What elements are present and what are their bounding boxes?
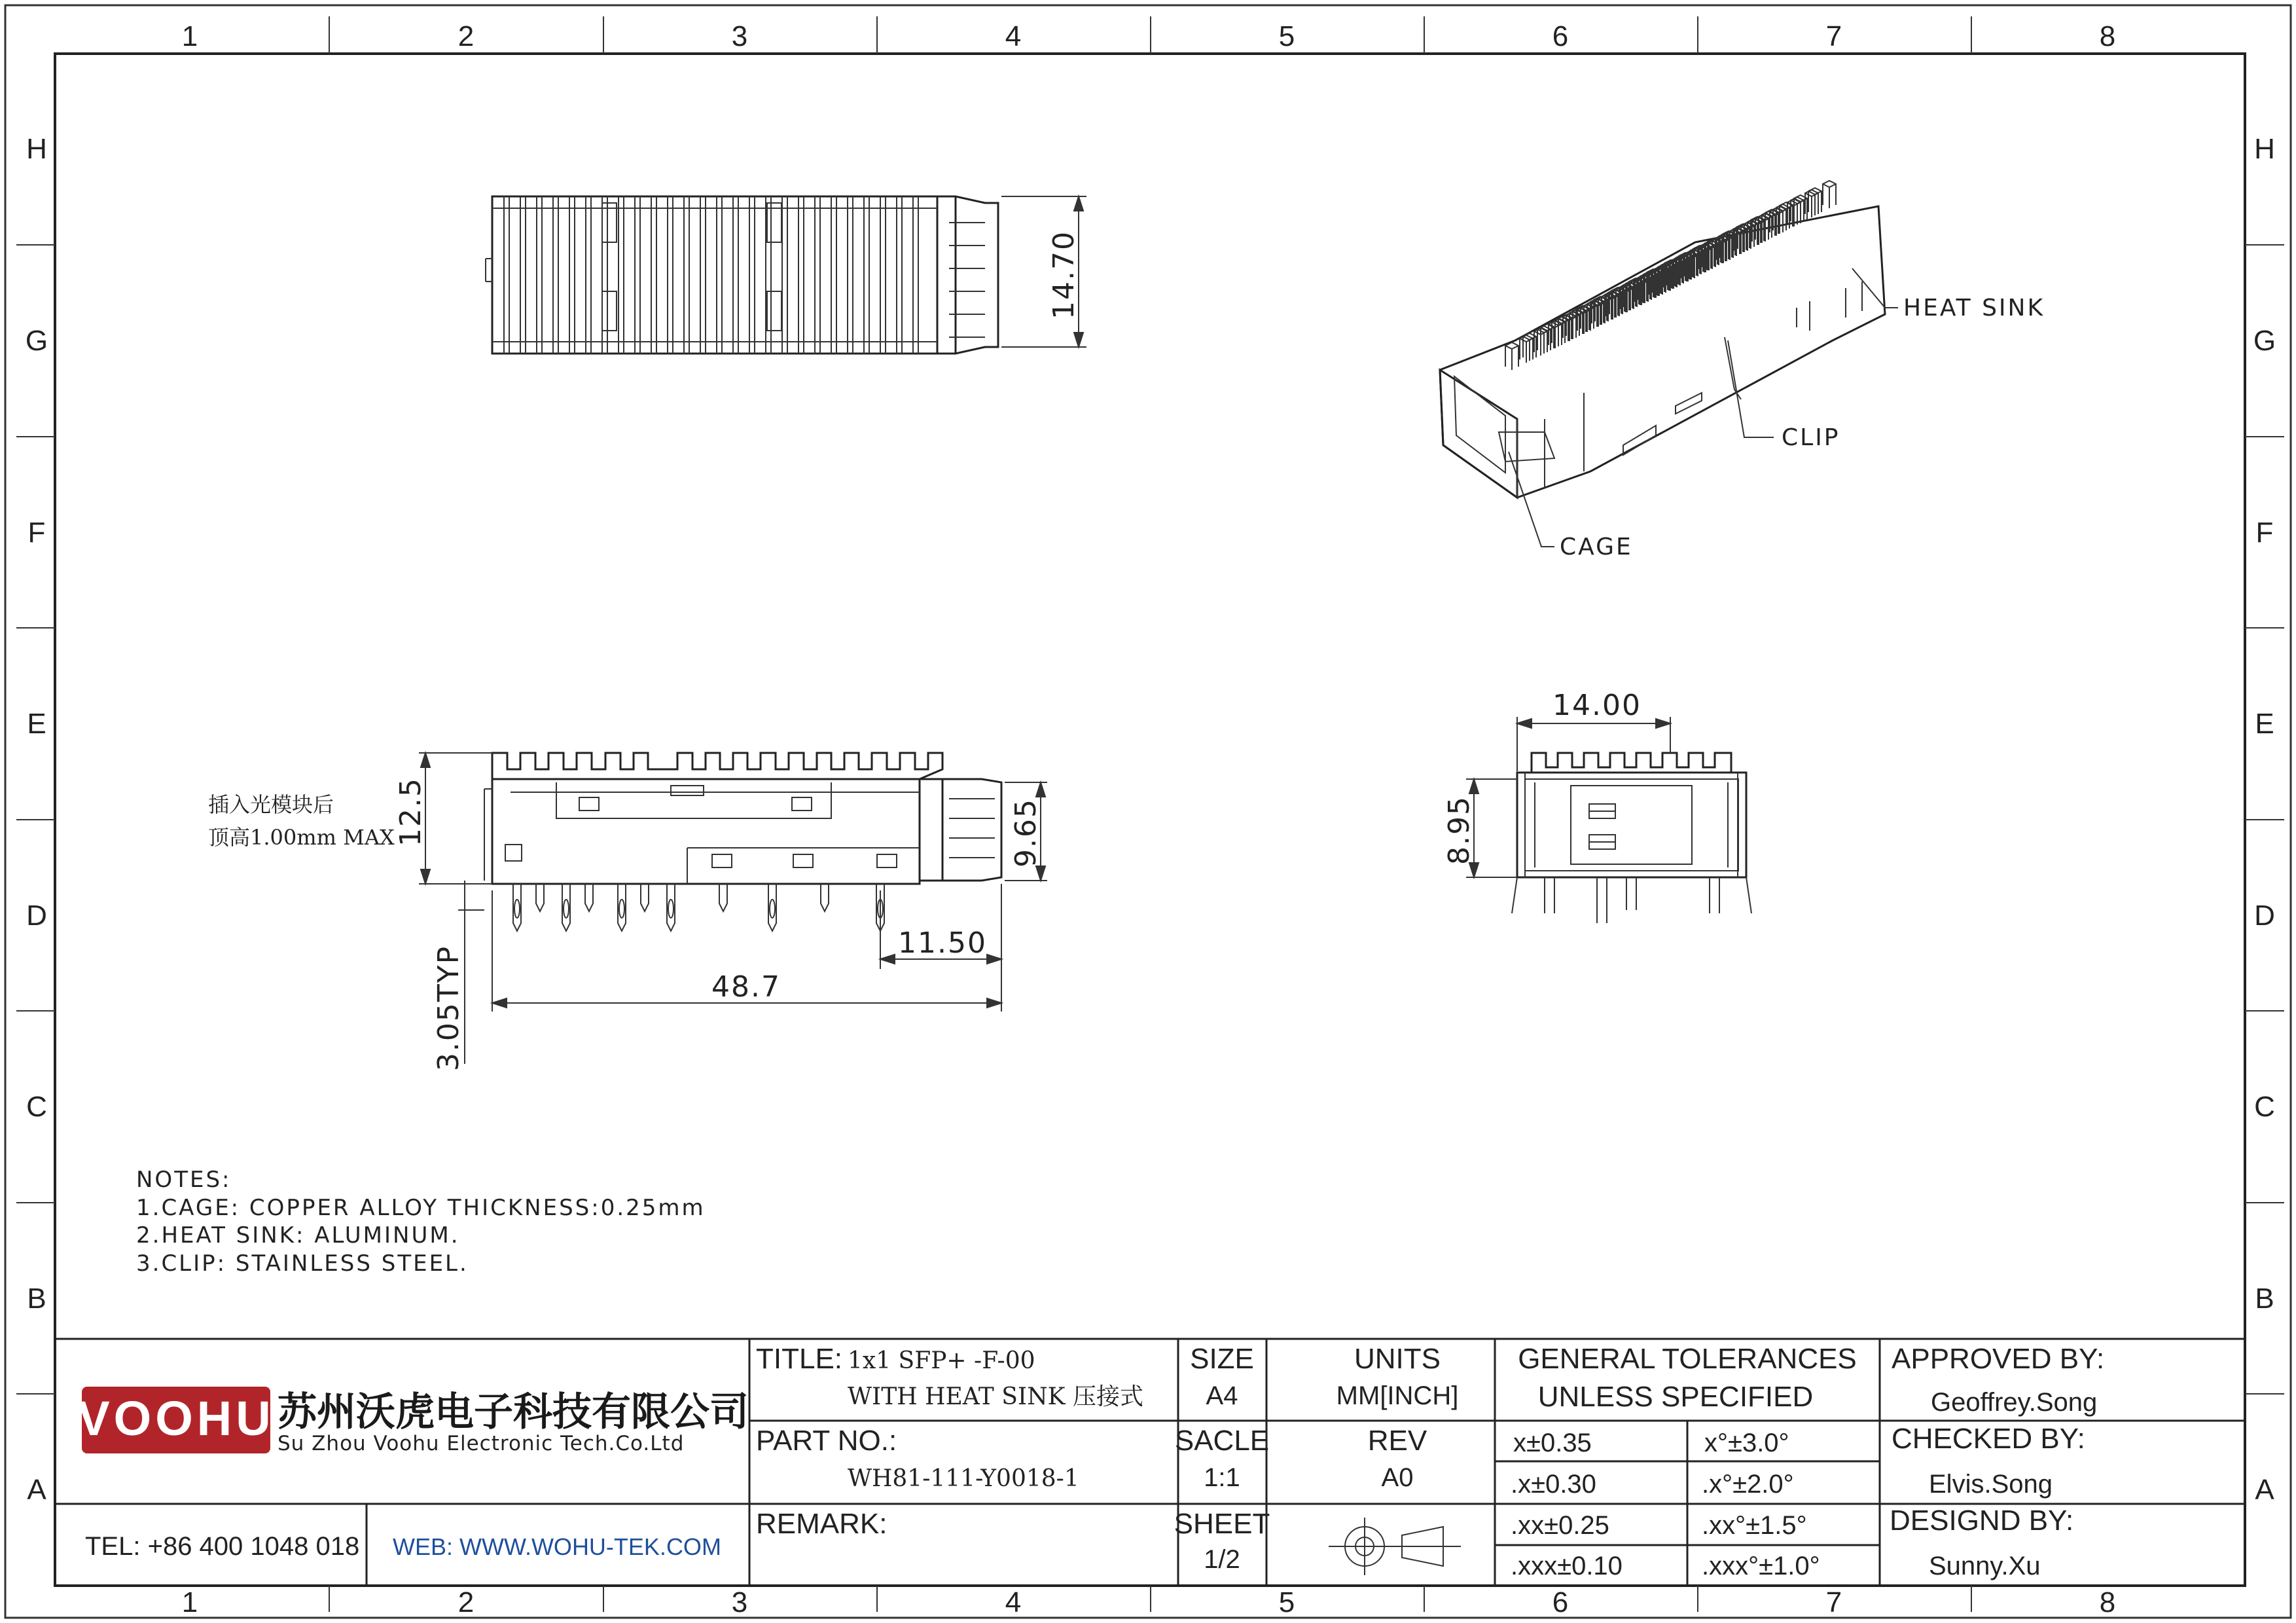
zone-col-5-bottom: 5 <box>1278 1586 1295 1618</box>
remark-label: REMARK: <box>756 1508 888 1540</box>
zone-row-c-left: C <box>26 1091 47 1123</box>
sheet-label: SHEET <box>1174 1508 1270 1540</box>
tolerance-angular-3: .xx°±1.5° <box>1702 1511 1807 1540</box>
title-block <box>55 1339 2245 1586</box>
zone-row-e-right: E <box>2255 708 2274 740</box>
company-name-en: Su Zhou Voohu Electronic Tech.Co.Ltd <box>278 1432 685 1455</box>
zone-row-a-right: A <box>2255 1474 2274 1506</box>
zone-row-f-left: F <box>27 517 46 549</box>
dim-overall-length: 48.7 <box>711 970 781 1004</box>
side-view-pins <box>513 884 884 931</box>
zone-row-a-left: A <box>27 1474 46 1506</box>
units-label: UNITS <box>1354 1343 1441 1375</box>
note-3: 3.CLIP: STAINLESS STEEL. <box>136 1250 469 1277</box>
top-view <box>486 196 1086 354</box>
isometric-view <box>1440 181 2045 560</box>
zone-col-8-bottom: 8 <box>2099 1586 2116 1618</box>
projection-symbol-icon <box>1329 1518 1461 1575</box>
tolerance-linear-2: .x±0.30 <box>1511 1470 1596 1499</box>
zone-row-d-right: D <box>2254 900 2275 932</box>
tolerance-angular-1: x°±3.0° <box>1704 1429 1789 1457</box>
notes <box>136 1167 706 1277</box>
dim-stop: 11.50 <box>898 926 987 960</box>
zone-col-2-top: 2 <box>457 20 475 52</box>
isometric-fins <box>1505 181 1836 370</box>
zone-row-h-right: H <box>2254 133 2275 165</box>
zone-row-e-left: E <box>27 708 46 740</box>
zone-col-2-bottom: 2 <box>457 1586 475 1618</box>
dim-pin-length: 3.05TYP <box>432 945 465 1072</box>
scale-value: 1:1 <box>1204 1463 1240 1492</box>
contact-tel: TEL: +86 400 1048 018 <box>85 1532 360 1561</box>
tolerance-heading-1: GENERAL TOLERANCES <box>1518 1343 1857 1375</box>
drawing-frame <box>5 5 2291 1618</box>
zone-col-6-top: 6 <box>1552 20 1569 52</box>
part-no-label: PART NO.: <box>756 1425 897 1457</box>
checked-label: CHECKED BY: <box>1892 1423 2085 1455</box>
note-1: 1.CAGE: COPPER ALLOY THICKNESS:0.25mm <box>136 1195 706 1221</box>
zone-col-1-bottom: 1 <box>181 1586 198 1618</box>
approved-label: APPROVED BY: <box>1892 1343 2105 1375</box>
zone-col-8-top: 8 <box>2099 20 2116 52</box>
title-label: TITLE: <box>756 1343 843 1375</box>
designed-label: DESIGND BY: <box>1890 1504 2074 1537</box>
zone-col-4-bottom: 4 <box>1005 1586 1022 1618</box>
tolerance-angular-2: .x°±2.0° <box>1702 1470 1794 1499</box>
side-view <box>208 753 1047 1071</box>
tolerance-heading-2: UNLESS SPECIFIED <box>1537 1381 1814 1413</box>
dim-side-right-height: 9.65 <box>1009 798 1043 867</box>
dim-front-width: 14.00 <box>1552 689 1641 722</box>
size-label: SIZE <box>1190 1343 1254 1375</box>
title-line-1: 1x1 SFP+ -F-00 <box>848 1347 1035 1374</box>
scale-label: SACLE <box>1174 1425 1270 1457</box>
zone-col-4-top: 4 <box>1005 20 1022 52</box>
front-view <box>1443 689 1751 923</box>
units-value: MM[INCH] <box>1336 1381 1459 1410</box>
top-view-fins <box>492 196 937 354</box>
zone-row-d-left: D <box>26 900 47 932</box>
notes-heading: NOTES: <box>136 1167 232 1193</box>
part-no-value: WH81-111-Y0018-1 <box>848 1465 1079 1492</box>
tolerance-linear-4: .xxx±0.10 <box>1511 1552 1623 1580</box>
zone-col-3-bottom: 3 <box>731 1586 748 1618</box>
dim-top-width: 14.70 <box>1047 230 1081 319</box>
side-annotation-line-2: 顶高1.00mm MAX <box>208 825 395 850</box>
zone-row-h-left: H <box>26 133 47 165</box>
zone-row-b-right: B <box>2255 1283 2274 1315</box>
zone-row-b-left: B <box>27 1283 46 1315</box>
tolerance-linear-1: x±0.35 <box>1513 1429 1592 1457</box>
zone-col-5-top: 5 <box>1278 20 1295 52</box>
zone-row-c-right: C <box>2254 1091 2275 1123</box>
size-value: A4 <box>1206 1381 1238 1410</box>
zone-row-g-right: G <box>2253 325 2276 357</box>
approved-value: Geoffrey.Song <box>1931 1388 2098 1417</box>
zone-col-6-bottom: 6 <box>1552 1586 1569 1618</box>
dim-side-height: 12.5 <box>394 777 427 847</box>
label-clip: CLIP <box>1782 424 1840 451</box>
zone-col-7-top: 7 <box>1825 20 1842 52</box>
zone-row-f-right: F <box>2255 517 2274 549</box>
title-line-2: WITH HEAT SINK 压接式 <box>848 1383 1143 1410</box>
label-heat-sink: HEAT SINK <box>1903 295 2045 321</box>
dim-front-height: 8.95 <box>1443 795 1476 865</box>
side-annotation-line-1: 插入光模块后 <box>208 792 334 817</box>
zone-col-7-bottom: 7 <box>1825 1586 1842 1618</box>
tolerance-linear-3: .xx±0.25 <box>1511 1511 1609 1540</box>
contact-web[interactable]: WEB: WWW.WOHU-TEK.COM <box>393 1533 721 1560</box>
checked-value: Elvis.Song <box>1929 1470 2053 1499</box>
label-cage: CAGE <box>1560 534 1633 560</box>
designed-value: Sunny.Xu <box>1929 1552 2041 1580</box>
note-2: 2.HEAT SINK: ALUMINUM. <box>136 1222 460 1249</box>
logo-text: VOOHU <box>77 1391 275 1446</box>
zone-col-1-top: 1 <box>181 20 198 52</box>
sheet-value: 1/2 <box>1204 1545 1240 1574</box>
company-name-cn: 苏州沃虎电子科技有限公司 <box>278 1389 749 1435</box>
tolerance-angular-4: .xxx°±1.0° <box>1702 1552 1820 1580</box>
rev-label: REV <box>1367 1425 1427 1457</box>
rev-value: A0 <box>1381 1463 1414 1492</box>
zone-row-g-left: G <box>25 325 48 357</box>
zone-col-3-top: 3 <box>731 20 748 52</box>
